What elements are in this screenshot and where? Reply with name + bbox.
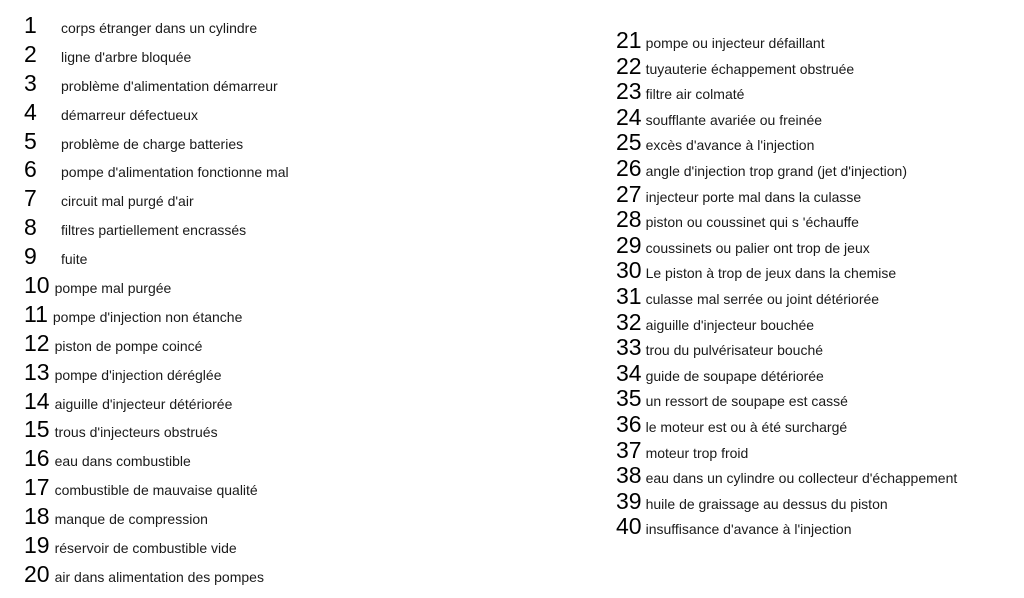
fault-number: 7 xyxy=(24,185,37,212)
fault-number: 16 xyxy=(24,445,50,472)
fault-item xyxy=(616,80,957,106)
fault-description: trous d'injecteurs obstrués xyxy=(54,424,218,441)
fault-item xyxy=(616,359,957,388)
fault-description: culasse mal serrée ou joint détériorée xyxy=(645,290,880,307)
fault-description: problème de charge batteries xyxy=(61,135,244,152)
fault-number: 36 xyxy=(616,410,642,437)
fault-list-left xyxy=(24,14,289,592)
fault-number: 34 xyxy=(616,359,642,386)
fault-item xyxy=(24,216,289,245)
fault-item xyxy=(24,40,289,72)
fault-number: 14 xyxy=(24,387,50,414)
fault-number: 20 xyxy=(24,560,50,587)
fault-description: piston de pompe coincé xyxy=(54,337,203,354)
fault-number: 35 xyxy=(616,385,642,412)
fault-item xyxy=(616,410,957,439)
fault-item xyxy=(24,476,289,505)
fault-number: 33 xyxy=(616,334,642,361)
fault-description: corps étranger dans un cylindre xyxy=(61,20,258,36)
fault-item xyxy=(616,515,957,541)
fault-item xyxy=(24,358,289,390)
fault-description: pompe d'injection non étanche xyxy=(52,308,243,325)
fault-number: 18 xyxy=(24,503,50,530)
fault-item xyxy=(616,52,957,81)
fault-list-right xyxy=(616,29,957,541)
fault-number: 32 xyxy=(616,308,642,335)
fault-number: 6 xyxy=(24,156,37,183)
fault-number: 38 xyxy=(616,462,642,489)
fault-number: 31 xyxy=(616,282,642,309)
fault-item xyxy=(24,127,289,159)
fault-item xyxy=(24,387,289,419)
fault-item xyxy=(616,436,957,465)
fault-item xyxy=(24,158,289,187)
fault-item xyxy=(616,308,957,337)
fault-item xyxy=(24,69,289,101)
fault-number: 8 xyxy=(24,214,37,241)
fault-item xyxy=(616,487,957,516)
fault-description: circuit mal purgé d'air xyxy=(61,193,194,210)
fault-description: pompe d'alimentation fonctionne mal xyxy=(61,164,289,181)
fault-number: 22 xyxy=(616,52,642,79)
fault-number: 40 xyxy=(616,513,642,540)
fault-description: trou du pulvérisateur bouché xyxy=(645,342,824,359)
fault-description: guide de soupape détériorée xyxy=(645,367,824,384)
fault-description: huile de graissage au dessus du piston xyxy=(645,495,888,512)
fault-number: 4 xyxy=(24,98,37,125)
fault-description: piston ou coussinet qui s 'échauffe xyxy=(645,214,859,231)
fault-number: 28 xyxy=(616,206,642,233)
fault-item xyxy=(616,180,957,209)
fault-description: air dans alimentation des pompes xyxy=(54,568,264,585)
fault-item xyxy=(24,14,289,43)
fault-number: 13 xyxy=(24,358,50,385)
fault-item xyxy=(616,231,957,260)
fault-item xyxy=(24,418,289,447)
fault-number: 17 xyxy=(24,474,50,501)
fault-item xyxy=(616,103,957,132)
fault-number: 2 xyxy=(24,40,37,67)
fault-item xyxy=(24,300,289,332)
fault-description: pompe ou injecteur défaillant xyxy=(645,35,825,51)
fault-number: 15 xyxy=(24,416,50,443)
fault-item xyxy=(24,98,289,130)
fault-number: 23 xyxy=(616,78,642,105)
fault-number: 11 xyxy=(24,300,48,327)
fault-number: 37 xyxy=(616,436,642,463)
fault-description: le moteur est ou à été surchargé xyxy=(645,418,848,435)
fault-number: 25 xyxy=(616,129,642,156)
fault-number: 19 xyxy=(24,532,50,559)
fault-number: 39 xyxy=(616,487,642,514)
fault-item xyxy=(616,29,957,55)
fault-item xyxy=(616,336,957,362)
fault-number: 30 xyxy=(616,257,642,284)
fault-item xyxy=(616,259,957,285)
fault-description: pompe mal purgée xyxy=(54,280,172,297)
fault-description: aiguille d'injecteur détériorée xyxy=(54,395,233,412)
fault-description: filtre air colmaté xyxy=(645,86,745,103)
fault-number: 26 xyxy=(616,154,642,181)
fault-description: ligne d'arbre bloquée xyxy=(61,48,192,65)
fault-item xyxy=(616,154,957,183)
fault-description: combustible de mauvaise qualité xyxy=(54,482,258,499)
fault-description: problème d'alimentation démarreur xyxy=(61,77,278,94)
fault-description: filtres partiellement encrassés xyxy=(61,222,247,239)
fault-description: aiguille d'injecteur bouchée xyxy=(645,316,815,333)
fault-item xyxy=(24,505,289,534)
fault-description: eau dans un cylindre ou collecteur d'échappement xyxy=(645,470,958,487)
fault-item xyxy=(24,187,289,216)
fault-description: excès d'avance à l'injection xyxy=(645,137,815,154)
fault-description: Le piston à trop de jeux dans la chemise xyxy=(645,265,897,282)
fault-number: 24 xyxy=(616,103,642,130)
fault-description: moteur trop froid xyxy=(645,444,749,461)
fault-description: manque de compression xyxy=(54,511,208,528)
fault-number: 21 xyxy=(616,27,642,53)
fault-description: angle d'injection trop grand (jet d'injection) xyxy=(645,162,907,179)
fault-item xyxy=(24,534,289,563)
fault-description: injecteur porte mal dans la culasse xyxy=(645,188,862,205)
fault-description: démarreur défectueux xyxy=(61,106,198,123)
fault-item xyxy=(616,387,957,413)
fault-item xyxy=(616,282,957,311)
fault-number: 1 xyxy=(24,12,37,38)
fault-description: coussinets ou palier ont trop de jeux xyxy=(645,239,870,256)
fault-item xyxy=(616,208,957,234)
fault-item xyxy=(24,560,289,592)
fault-description: tuyauterie échappement obstruée xyxy=(645,60,855,77)
fault-item xyxy=(616,131,957,157)
fault-number: 10 xyxy=(24,272,50,299)
fault-description: pompe d'injection déréglée xyxy=(54,366,222,383)
fault-description: un ressort de soupape est cassé xyxy=(645,393,848,410)
fault-number: 12 xyxy=(24,329,50,356)
fault-item xyxy=(24,274,289,303)
fault-number: 5 xyxy=(24,127,37,154)
fault-number: 27 xyxy=(616,180,642,207)
fault-item xyxy=(24,245,289,274)
fault-item xyxy=(616,464,957,490)
fault-description: fuite xyxy=(61,251,88,268)
fault-description: soufflante avariée ou freinée xyxy=(645,111,823,128)
fault-number: 9 xyxy=(24,243,37,270)
fault-number: 3 xyxy=(24,69,37,96)
fault-description: réservoir de combustible vide xyxy=(54,540,237,557)
fault-description: eau dans combustible xyxy=(54,453,191,470)
fault-item xyxy=(24,447,289,476)
fault-number: 29 xyxy=(616,231,642,258)
fault-item xyxy=(24,329,289,361)
fault-description: insuffisance d'avance à l'injection xyxy=(645,521,852,538)
